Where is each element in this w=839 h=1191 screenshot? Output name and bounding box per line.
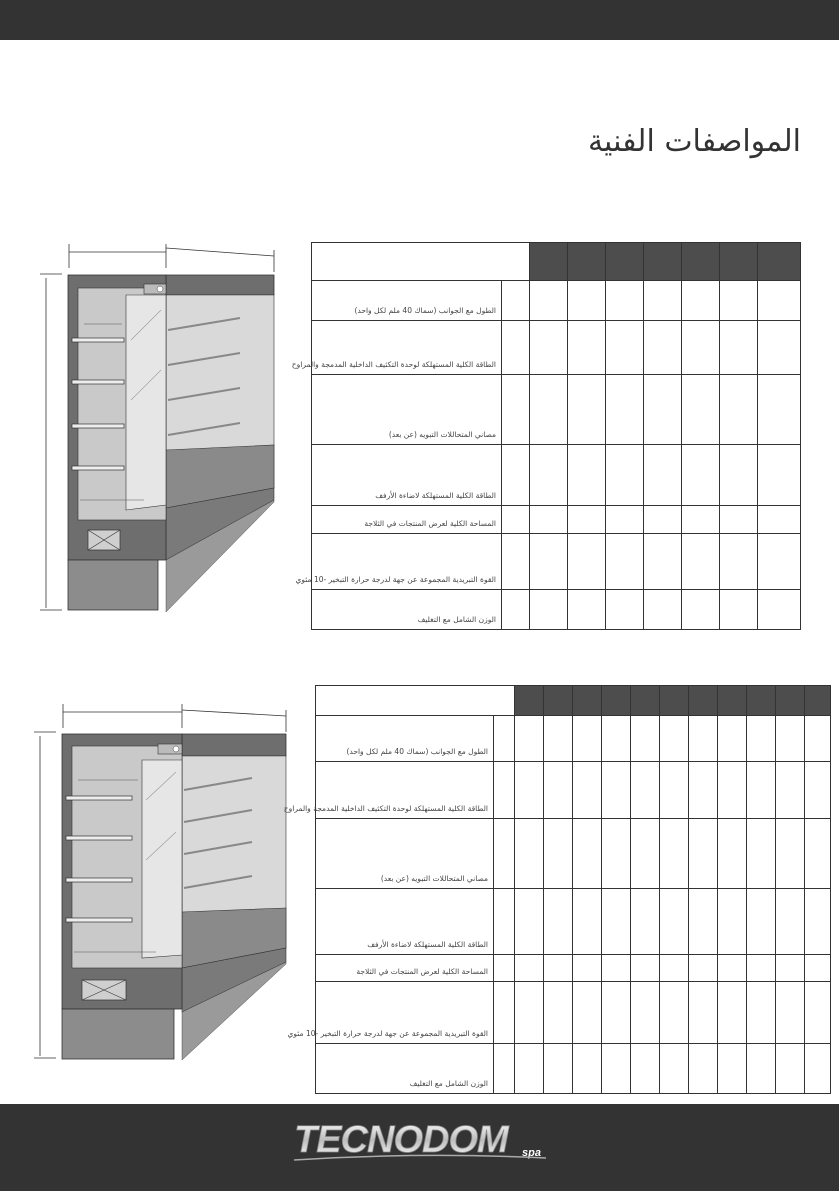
- header-cell: [602, 686, 631, 716]
- header-cell: [776, 686, 805, 716]
- header-cell: [631, 686, 660, 716]
- header-cell: [747, 686, 776, 716]
- row-label-cooling-capacity: القوة التبريدية المجموعة عن جهة لدرجة حرارة التبخير -10 مئوي: [316, 982, 494, 1044]
- header-blank-cell: [316, 686, 515, 716]
- header-cell: [720, 243, 758, 281]
- row-label-remote: مصاني المتحاللات التبويه (عن بعد): [312, 375, 502, 445]
- cabinet-drawing-top: [36, 240, 286, 620]
- header-cell: [758, 243, 801, 281]
- header-cell: [573, 686, 602, 716]
- row-label-remote: مصاني المتحاللات التبويه (عن بعد): [316, 819, 494, 889]
- logo-suffix: spa: [522, 1147, 541, 1159]
- spec-table-top: [291, 242, 801, 630]
- header-cell: [689, 686, 718, 716]
- row-label-display-area: المساحة الكلية لعرض المنتجات في الثلاجة: [312, 505, 502, 533]
- row-label-display-area: المساحة الكلية لعرض المنتجات في الثلاجة: [316, 955, 494, 982]
- header-cell: [682, 243, 720, 281]
- header-cell: [644, 243, 682, 281]
- header-cell: [718, 686, 747, 716]
- row-label-lighting-power: الطاقة الكلية المستهلكة لاضاءة الأرفف: [316, 889, 494, 955]
- header-cell: [660, 686, 689, 716]
- top-bar: [0, 0, 839, 40]
- row-label-lighting-power: الطاقة الكلية المستهلكة لاضاءة الأرفف: [312, 445, 502, 505]
- header-cell: [606, 243, 644, 281]
- tecnodom-logo: [290, 1116, 550, 1164]
- header-cell: [568, 243, 606, 281]
- header-cell: [805, 686, 831, 716]
- row-label-length: الطول مع الجوانب (سماك 40 ملم لكل واحد): [312, 281, 502, 321]
- row-label-condensing-power: الطاقة الكلية المستهلكة لوحدة التكثيف الداخلية المدمجة والمراوح: [316, 762, 494, 819]
- logo-wordmark: TECNODOM: [294, 1119, 508, 1161]
- page-title: المواصفات الفنية: [587, 124, 801, 159]
- header-cell: [544, 686, 573, 716]
- row-label-cooling-capacity: القوة التبريدية المجموعة عن جهة لدرجة حرارة التبخير -10 مئوي: [312, 533, 502, 589]
- row-label-weight: الوزن الشامل مع التغليف: [312, 589, 502, 629]
- row-label-weight: الوزن الشامل مع التغليف: [316, 1044, 494, 1094]
- header-cell: [530, 243, 568, 281]
- row-label-condensing-power: الطاقة الكلية المستهلكة لوحدة التكثيف الداخلية المدمجة والمراوح: [312, 321, 502, 375]
- row-label-length: الطول مع الجوانب (سماك 40 ملم لكل واحد): [316, 716, 494, 762]
- header-blank-cell: [312, 243, 530, 281]
- cabinet-drawing-bottom: [30, 700, 292, 1070]
- header-cell: [515, 686, 544, 716]
- spec-table-bottom: [283, 685, 831, 1094]
